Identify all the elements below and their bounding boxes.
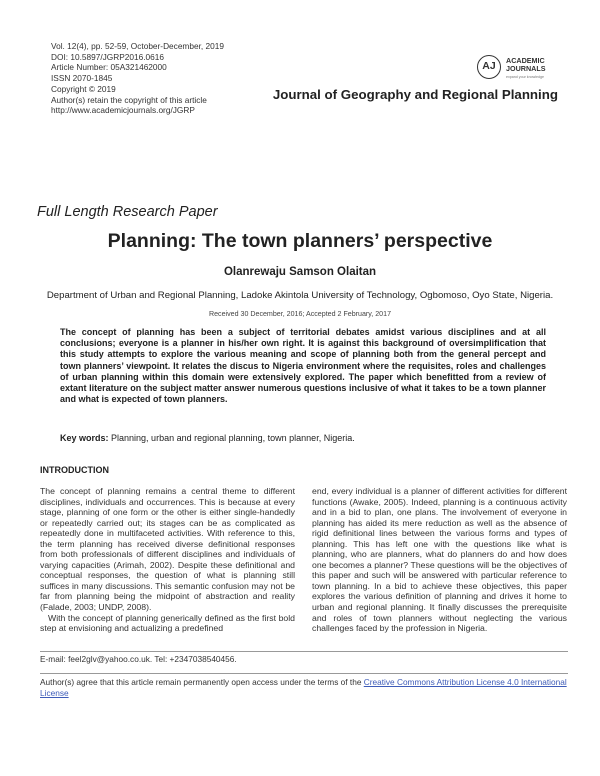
author-name: Olanrewaju Samson Olaitan — [223, 266, 377, 278]
license-notice — [40, 677, 568, 698]
paragraph: The concept of planning remains a central theme to different disciplines, individuals and occurrences. This is because at every stage, planning of one form or the other is either single-handedly or repeatedly carried out; its stages can be as complicated as repeatedly done in multifaceted activities. With reference to this, the term planning has received diverse definitional responses from both professionals of different disciplines and individuals of varying capacities (Arimah, 2002). Despite these definitional and conceptual responses, the question of what is planning still suffices in many discussions. This semantic confusion may not be far from planning being the midpoint of abstraction and reality (Falade, 2003; UNDP, 2008). — [40, 486, 295, 613]
received-accepted-dates: Received 30 December, 2016; Accepted 2 February, 2017 — [208, 310, 392, 318]
meta-url[interactable]: http://www.academicjournals.org/JGRP — [51, 105, 195, 116]
logo-wordmark — [506, 57, 546, 73]
footer-divider — [40, 651, 568, 652]
paper-title: Planning: The town planners’ perspective — [107, 230, 493, 252]
abstract: The concept of planning has been a subject of territorial debates amidst various disciplines and at all conclusions; everyone is a planner in his/her own right. It is against this background of oversimplification that this study attempts to explore the various meaning and scope of planning both from the general percept and town planners’ viewpoint. It relates the discus to Nigeria environment where the requisites, roles and challenges of urban planning within this domain were extensively explored. The paper which benefitted from a review of extant literature on the subject matter answer numerous questions inclusive of what it takes to be a town planner and what is expected of town planners. — [60, 327, 546, 405]
meta-article-number: Article Number: 05A321462000 — [51, 62, 167, 73]
paragraph: end, every individual is a planner of different activities for different functions (Awake, 2005). Indeed, planning is a continuous activity and in a bid to plan, one plans. The involvement of everyone in planning has aided its mere reduction as well as the absence of rigid definitional lines between the various forms and types of planning. This has left one with the questions like what is planning, who are planners, what do planners do and how does one becomes a planner? These questions will be the objectives of this paper and such will be answered with particular reference to town planning. In a bid to achieve these objectives, this paper explores the various definition of planning and drives it home to urban and regional planning. It finally discusses the prerequisite and roles of town planners without neglecting the various challenges faced by the profession in Nigeria. — [312, 486, 567, 634]
paragraph: With the concept of planning generically defined as the first bold step at envisioning and actualizing a predefined — [40, 612, 295, 634]
keywords-text: Planning, urban and regional planning, town planner, Nigeria. — [111, 433, 355, 443]
meta-rights: Author(s) retain the copyright of this article — [51, 94, 207, 105]
meta-copyright: Copyright © 2019 — [51, 83, 116, 94]
footer-divider — [40, 673, 568, 674]
journal-name: Journal of Geography and Regional Planning — [272, 87, 558, 102]
logo-line1: ACADEMIC — [506, 56, 545, 65]
academic-journals-logo — [477, 55, 567, 81]
paper-type: Full Length Research Paper — [37, 204, 218, 220]
meta-issn: ISSN 2070-1845 — [51, 73, 113, 84]
aj-logo-icon: AJ — [477, 55, 501, 79]
keywords — [60, 433, 355, 443]
logo-line2: JOURNALS — [506, 64, 546, 73]
meta-doi: DOI: 10.5897/JGRP2016.0616 — [51, 51, 165, 62]
license-link[interactable]: Creative Commons Attribution License 4.0 International License — [40, 677, 567, 698]
logo-tagline: expand your knowledge — [506, 75, 544, 79]
section-heading-introduction: INTRODUCTION — [40, 465, 109, 475]
author-affiliation: Department of Urban and Regional Planning, Ladoke Akintola University of Technology, Ogbomoso, Oyo State, Nigeria. — [46, 290, 554, 301]
body-column-right — [312, 486, 567, 634]
meta-volume: Vol. 12(4), pp. 52-59, October-December, 2019 — [51, 41, 224, 51]
body-column-left — [40, 486, 295, 634]
corresponding-email: E-mail: feel2glv@yahoo.co.uk. Tel: +2347038540456. — [40, 654, 237, 664]
keywords-label: Key words: — [60, 433, 109, 443]
license-text: Author(s) agree that this article remain permanently open access under the terms of the — [40, 677, 364, 687]
article-metadata — [51, 41, 224, 116]
